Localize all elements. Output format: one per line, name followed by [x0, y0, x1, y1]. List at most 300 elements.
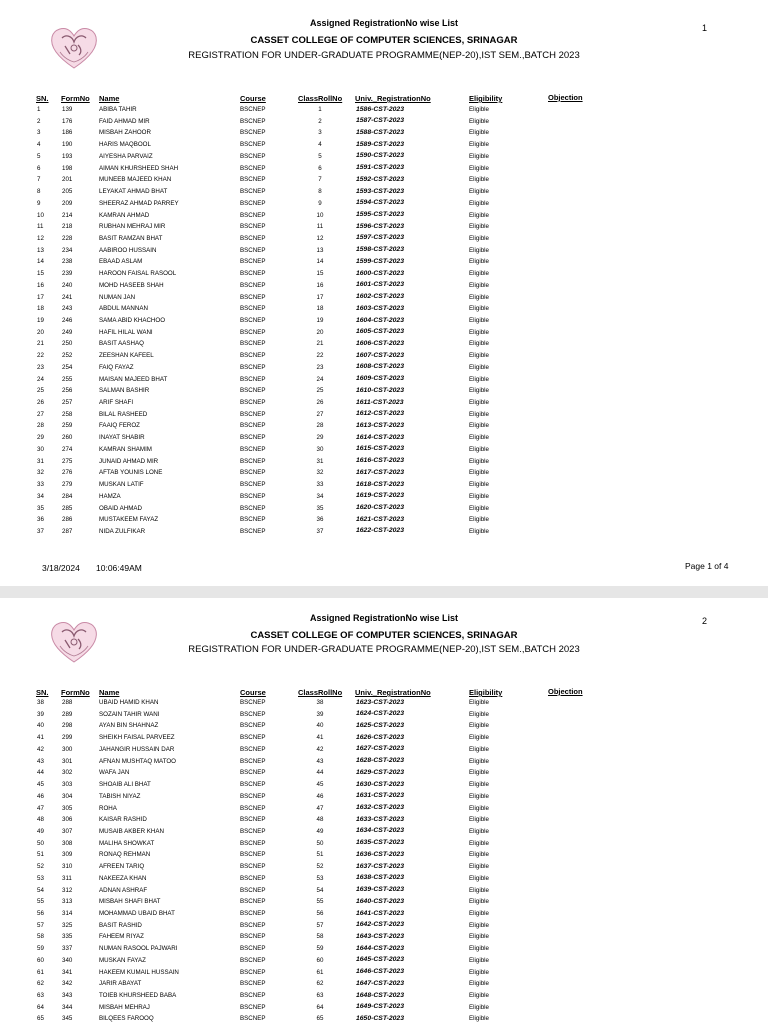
sn-cell: 5 — [37, 152, 41, 160]
formno-cell: 308 — [62, 839, 73, 847]
formno-cell: 193 — [62, 152, 73, 160]
eligibility-cell: Eligible — [469, 839, 489, 847]
table-row — [0, 327, 768, 339]
name-cell: ARIF SHAFI — [99, 399, 134, 406]
classroll-cell: 59 — [316, 945, 324, 953]
col-sn: SN. — [36, 94, 49, 103]
formno-cell: 313 — [62, 898, 73, 906]
table-row — [0, 233, 768, 245]
eligibility-cell: Eligible — [469, 745, 489, 753]
eligibility-cell: Eligible — [469, 992, 489, 999]
sn-cell: 28 — [37, 422, 44, 430]
course-cell: BSCNEP — [240, 886, 266, 894]
name-cell: HAMZA — [99, 492, 121, 500]
course-cell: BSCNEP — [240, 769, 266, 777]
regno-cell: 1622-CST-2023 — [356, 527, 404, 535]
formno-cell: 257 — [62, 399, 73, 406]
table-row — [0, 709, 768, 721]
regno-cell: 1628-CST-2023 — [356, 757, 404, 765]
name-cell: BASIT RASHID — [99, 921, 142, 929]
regno-cell: 1629-CST-2023 — [356, 768, 404, 776]
classroll-cell: 13 — [316, 246, 324, 254]
name-cell: HAKEEM KUMAIL HUSSAIN — [99, 968, 179, 976]
formno-cell: 309 — [62, 851, 73, 859]
regno-cell: 1617-CST-2023 — [356, 468, 404, 476]
eligibility-cell: Eligible — [469, 199, 489, 207]
eligibility-cell: Eligible — [469, 117, 489, 125]
regno-cell: 1621-CST-2023 — [356, 515, 404, 523]
name-cell: NUMAN RASOOL PAJWARI — [99, 945, 178, 953]
sn-cell: 42 — [37, 745, 44, 753]
name-cell: BASIT AASHAQ — [99, 340, 144, 348]
classroll-cell: 64 — [316, 1003, 324, 1011]
name-cell: MALIHA SHOWKAT — [99, 839, 155, 847]
table-row — [0, 245, 768, 257]
table-row — [0, 1002, 768, 1014]
name-cell: FAID AHMAD MIR — [99, 117, 150, 125]
sn-cell: 1 — [37, 106, 41, 113]
classroll-cell: 62 — [316, 980, 324, 988]
sn-cell: 32 — [37, 469, 44, 477]
eligibility-cell: Eligible — [469, 804, 489, 812]
sn-cell: 61 — [37, 968, 44, 976]
formno-cell: 218 — [62, 223, 73, 231]
course-cell: BSCNEP — [240, 352, 266, 360]
formno-cell: 209 — [62, 199, 73, 207]
formno-cell: 325 — [62, 921, 73, 929]
sn-cell: 24 — [37, 375, 44, 383]
formno-cell: 314 — [62, 910, 73, 917]
table-row — [0, 814, 768, 826]
name-cell: AABIROO HUSSAIN — [99, 246, 157, 254]
name-cell: BASIT RAMZAN BHAT — [99, 234, 163, 242]
classroll-cell: 48 — [316, 816, 324, 824]
col-objection: Objection — [548, 93, 583, 102]
table-row — [0, 697, 768, 709]
formno-cell: 304 — [62, 792, 73, 800]
course-cell: BSCNEP — [240, 745, 266, 753]
table-row — [0, 744, 768, 756]
formno-cell: 289 — [62, 710, 73, 718]
college-name: CASSET COLLEGE OF COMPUTER SCIENCES, SRINAGAR — [250, 630, 518, 641]
course-cell: BSCNEP — [240, 445, 266, 453]
table-row — [0, 756, 768, 768]
formno-cell: 285 — [62, 504, 73, 512]
course-cell: BSCNEP — [240, 270, 266, 278]
table-row — [0, 838, 768, 850]
col-regno: Univ._RegistrationNo — [355, 94, 431, 103]
formno-cell: 341 — [62, 968, 73, 976]
name-cell: MUSTAKEEM FAYAZ — [99, 516, 159, 524]
name-cell: MOHAMMAD UBAID BHAT — [99, 910, 175, 917]
footer-page-count: Page 1 of 4 — [685, 561, 729, 571]
eligibility-cell: Eligible — [469, 188, 489, 195]
eligibility-cell: Eligible — [469, 710, 489, 718]
formno-cell: 260 — [62, 434, 73, 442]
eligibility-cell: Eligible — [469, 363, 489, 371]
col-course: Course — [240, 94, 266, 103]
name-cell: JUNAID AHMAD MIR — [99, 457, 159, 465]
regno-cell: 1624-CST-2023 — [356, 710, 404, 718]
eligibility-cell: Eligible — [469, 129, 489, 137]
eligibility-cell: Eligible — [469, 757, 489, 765]
course-cell: BSCNEP — [240, 223, 266, 231]
regno-cell: 1634-CST-2023 — [356, 827, 404, 835]
classroll-cell: 63 — [316, 992, 324, 999]
eligibility-cell: Eligible — [469, 469, 489, 477]
course-cell: BSCNEP — [240, 1003, 266, 1011]
name-cell: LEYAKAT AHMAD BHAT — [99, 188, 168, 195]
col-eligibility: Eligibility — [469, 688, 503, 697]
sn-cell: 45 — [37, 781, 44, 788]
course-cell: BSCNEP — [240, 898, 266, 906]
formno-cell: 298 — [62, 722, 73, 730]
name-cell: MUNEEB MAJEED KHAN — [99, 176, 172, 184]
eligibility-cell: Eligible — [469, 434, 489, 442]
eligibility-cell: Eligible — [469, 457, 489, 465]
regno-cell: 1639-CST-2023 — [356, 886, 404, 893]
regno-cell: 1643-CST-2023 — [356, 932, 404, 940]
sn-cell: 64 — [37, 1003, 44, 1011]
formno-cell: 205 — [62, 188, 73, 195]
classroll-cell: 26 — [316, 399, 324, 406]
course-cell: BSCNEP — [240, 152, 266, 160]
sn-cell: 6 — [37, 164, 41, 172]
course-cell: BSCNEP — [240, 211, 266, 219]
table-row — [0, 280, 768, 292]
sn-cell: 10 — [37, 211, 44, 219]
regno-cell: 1636-CST-2023 — [356, 850, 404, 858]
sn-cell: 36 — [37, 516, 44, 524]
course-cell: BSCNEP — [240, 305, 266, 313]
name-cell: UBAID HAMID KHAN — [99, 699, 159, 706]
regno-cell: 1630-CST-2023 — [356, 780, 404, 788]
course-cell: BSCNEP — [240, 827, 266, 835]
classroll-cell: 37 — [316, 527, 324, 535]
sn-cell: 18 — [37, 305, 44, 313]
course-cell: BSCNEP — [240, 816, 266, 824]
sn-cell: 13 — [37, 246, 44, 254]
formno-cell: 228 — [62, 234, 73, 242]
course-cell: BSCNEP — [240, 910, 266, 917]
classroll-cell: 4 — [318, 141, 322, 149]
college-name: CASSET COLLEGE OF COMPUTER SCIENCES, SRINAGAR — [250, 35, 518, 46]
regno-cell: 1626-CST-2023 — [356, 733, 404, 741]
classroll-cell: 60 — [316, 956, 324, 964]
formno-cell: 300 — [62, 745, 73, 753]
name-cell: SAMA ABID KHACHOO — [99, 317, 166, 324]
course-cell: BSCNEP — [240, 874, 266, 882]
formno-cell: 288 — [62, 699, 73, 706]
name-cell: WAFA JAN — [99, 769, 130, 777]
name-cell: OBAID AHMAD — [99, 504, 142, 512]
formno-cell: 275 — [62, 457, 73, 465]
course-cell: BSCNEP — [240, 293, 266, 301]
formno-cell: 240 — [62, 281, 73, 289]
sn-cell: 59 — [37, 945, 44, 953]
regno-cell: 1646-CST-2023 — [356, 968, 404, 976]
table-row — [0, 955, 768, 967]
classroll-cell: 12 — [316, 234, 324, 242]
formno-cell: 287 — [62, 527, 73, 535]
table-row — [0, 385, 768, 397]
classroll-cell: 8 — [318, 188, 322, 195]
formno-cell: 284 — [62, 492, 73, 500]
sn-cell: 23 — [37, 363, 44, 371]
regno-cell: 1644-CST-2023 — [356, 944, 404, 952]
name-cell: ROHA — [99, 804, 117, 812]
classroll-cell: 39 — [316, 710, 324, 718]
course-cell: BSCNEP — [240, 199, 266, 207]
sn-cell: 47 — [37, 804, 44, 812]
eligibility-cell: Eligible — [469, 933, 489, 941]
course-cell: BSCNEP — [240, 851, 266, 859]
table-row — [0, 503, 768, 515]
sn-cell: 17 — [37, 293, 44, 301]
classroll-cell: 15 — [316, 270, 324, 278]
sn-cell: 57 — [37, 921, 44, 929]
name-cell: MAISAN MAJEED BHAT — [99, 375, 168, 383]
formno-cell: 198 — [62, 164, 73, 172]
course-cell: BSCNEP — [240, 699, 266, 706]
eligibility-cell: Eligible — [469, 481, 489, 488]
regno-cell: 1596-CST-2023 — [356, 222, 404, 230]
sn-cell: 2 — [37, 117, 41, 125]
regno-cell: 1611-CST-2023 — [356, 398, 404, 406]
eligibility-cell: Eligible — [469, 293, 489, 301]
classroll-cell: 18 — [316, 305, 324, 313]
formno-cell: 250 — [62, 340, 73, 348]
formno-cell: 239 — [62, 270, 73, 278]
course-cell: BSCNEP — [240, 117, 266, 125]
page-number: 1 — [702, 23, 708, 33]
name-cell: EBAAD ASLAM — [99, 258, 143, 266]
classroll-cell: 46 — [316, 792, 324, 800]
name-cell: MOHD HASEEB SHAH — [99, 281, 164, 289]
regno-cell: 1595-CST-2023 — [356, 211, 404, 218]
eligibility-cell: Eligible — [469, 317, 489, 324]
name-cell: ADNAN ASHRAF — [99, 886, 148, 894]
table-row — [0, 362, 768, 374]
eligibility-cell: Eligible — [469, 827, 489, 835]
sn-cell: 53 — [37, 874, 44, 882]
classroll-cell: 19 — [316, 317, 324, 324]
regno-cell: 1593-CST-2023 — [356, 187, 404, 195]
regno-cell: 1603-CST-2023 — [356, 304, 404, 312]
classroll-cell: 23 — [316, 363, 324, 371]
sn-cell: 4 — [37, 141, 41, 149]
eligibility-cell: Eligible — [469, 410, 489, 418]
sn-cell: 46 — [37, 792, 44, 800]
col-classroll: ClassRollNo — [298, 94, 343, 103]
table-row — [0, 444, 768, 456]
table-row — [0, 151, 768, 163]
course-cell: BSCNEP — [240, 839, 266, 847]
regno-cell: 1640-CST-2023 — [356, 897, 404, 905]
regno-cell: 1590-CST-2023 — [356, 152, 404, 160]
eligibility-cell: Eligible — [469, 211, 489, 219]
regno-cell: 1591-CST-2023 — [356, 164, 404, 172]
name-cell: JAHANGIR HUSSAIN DAR — [99, 745, 175, 753]
course-cell: BSCNEP — [240, 781, 266, 788]
table-row — [0, 990, 768, 1002]
classroll-cell: 52 — [316, 863, 324, 871]
eligibility-cell: Eligible — [469, 445, 489, 453]
formno-cell: 307 — [62, 827, 73, 835]
formno-cell: 312 — [62, 886, 73, 894]
regno-cell: 1599-CST-2023 — [356, 257, 404, 265]
classroll-cell: 38 — [316, 699, 324, 706]
course-cell: BSCNEP — [240, 980, 266, 988]
classroll-cell: 30 — [316, 445, 324, 453]
sn-cell: 52 — [37, 863, 44, 871]
name-cell: AIYESHA PARVAIZ — [99, 152, 153, 160]
regno-cell: 1604-CST-2023 — [356, 316, 404, 324]
sn-cell: 12 — [37, 234, 44, 242]
sn-cell: 8 — [37, 188, 41, 195]
formno-cell: 176 — [62, 117, 73, 125]
sn-cell: 60 — [37, 956, 44, 964]
course-cell: BSCNEP — [240, 921, 266, 929]
name-cell: AIMAN KHURSHEED SHAH — [99, 164, 179, 172]
classroll-cell: 27 — [316, 410, 324, 418]
course-cell: BSCNEP — [240, 234, 266, 242]
col-eligibility: Eligibility — [469, 94, 503, 103]
course-cell: BSCNEP — [240, 992, 266, 999]
regno-cell: 1620-CST-2023 — [356, 504, 404, 511]
table-row — [0, 303, 768, 315]
formno-cell: 311 — [62, 874, 72, 882]
name-cell: RUBHAN MEHRAJ MIR — [99, 223, 166, 231]
table-row — [0, 116, 768, 128]
sn-cell: 50 — [37, 839, 44, 847]
sn-cell: 11 — [37, 223, 44, 231]
table-row — [0, 720, 768, 732]
eligibility-cell: Eligible — [469, 874, 489, 882]
eligibility-cell: Eligible — [469, 980, 489, 988]
formno-cell: 340 — [62, 956, 73, 964]
eligibility-cell: Eligible — [469, 516, 489, 524]
course-cell: BSCNEP — [240, 792, 266, 800]
regno-cell: 1631-CST-2023 — [356, 792, 404, 800]
table-row — [0, 350, 768, 362]
eligibility-cell: Eligible — [469, 305, 489, 313]
table-row — [0, 104, 768, 116]
eligibility-cell: Eligible — [469, 375, 489, 383]
name-cell: BILQEES FAROOQ — [99, 1015, 154, 1023]
classroll-cell: 31 — [316, 457, 324, 465]
sn-cell: 30 — [37, 445, 44, 453]
regno-cell: 1623-CST-2023 — [356, 698, 404, 706]
table-row — [0, 268, 768, 280]
classroll-cell: 11 — [316, 223, 324, 231]
eligibility-cell: Eligible — [469, 886, 489, 894]
sn-cell: 9 — [37, 199, 41, 207]
course-cell: BSCNEP — [240, 968, 266, 976]
table-row — [0, 826, 768, 838]
col-objection: Objection — [548, 687, 583, 696]
name-cell: HAROON FAISAL RASOOL — [99, 270, 177, 278]
classroll-cell: 1 — [318, 106, 322, 113]
name-cell: AFREEN TARIQ — [99, 863, 145, 871]
classroll-cell: 53 — [316, 874, 324, 882]
table-row — [0, 873, 768, 885]
eligibility-cell: Eligible — [469, 956, 489, 964]
table-row — [0, 849, 768, 861]
formno-cell: 255 — [62, 375, 73, 383]
course-cell: BSCNEP — [240, 722, 266, 730]
formno-cell: 254 — [62, 363, 73, 371]
eligibility-cell: Eligible — [469, 223, 489, 231]
course-cell: BSCNEP — [240, 457, 266, 465]
formno-cell: 274 — [62, 445, 73, 453]
name-cell: AFNAN MUSHTAQ MATOO — [99, 757, 177, 765]
formno-cell: 201 — [62, 176, 73, 184]
classroll-cell: 5 — [318, 152, 322, 160]
sn-cell: 22 — [37, 352, 44, 360]
table-row — [0, 791, 768, 803]
table-row — [0, 931, 768, 943]
course-cell: BSCNEP — [240, 399, 266, 406]
table-row — [0, 432, 768, 444]
sn-cell: 14 — [37, 258, 44, 266]
formno-cell: 335 — [62, 933, 73, 941]
regno-cell: 1633-CST-2023 — [356, 815, 404, 823]
name-cell: MISBAH SHAFI BHAT — [99, 898, 161, 906]
sn-cell: 65 — [37, 1015, 44, 1023]
table-row — [0, 920, 768, 932]
regno-cell: 1632-CST-2023 — [356, 804, 404, 811]
name-cell: HAFIL HILAL WANI — [99, 328, 153, 336]
course-cell: BSCNEP — [240, 492, 266, 500]
regno-cell: 1615-CST-2023 — [356, 445, 404, 453]
sn-cell: 21 — [37, 340, 44, 348]
regno-cell: 1608-CST-2023 — [356, 363, 404, 371]
eligibility-cell: Eligible — [469, 152, 489, 160]
table-row — [0, 491, 768, 503]
sn-cell: 39 — [37, 710, 44, 718]
name-cell: NUMAN JAN — [99, 293, 136, 301]
classroll-cell: 32 — [316, 469, 324, 477]
regno-cell: 1647-CST-2023 — [356, 979, 404, 987]
course-cell: BSCNEP — [240, 422, 266, 430]
table-row — [0, 803, 768, 815]
classroll-cell: 17 — [316, 293, 324, 301]
eligibility-cell: Eligible — [469, 504, 489, 512]
table-row — [0, 779, 768, 791]
name-cell: NAKEEZA KHAN — [99, 874, 147, 882]
name-cell: AYAN BIN SHAHNAZ — [99, 722, 159, 730]
table-row — [0, 943, 768, 955]
classroll-cell: 21 — [316, 340, 324, 348]
eligibility-cell: Eligible — [469, 281, 489, 289]
regno-cell: 1589-CST-2023 — [356, 140, 404, 148]
name-cell: TABISH NIYAZ — [99, 792, 141, 800]
course-cell: BSCNEP — [240, 469, 266, 477]
sn-cell: 44 — [37, 769, 44, 777]
classroll-cell: 25 — [316, 387, 324, 395]
classroll-cell: 22 — [316, 352, 324, 360]
classroll-cell: 41 — [316, 734, 324, 742]
registration-title: REGISTRATION FOR UNDER-GRADUATE PROGRAMME(NEP-20),IST SEM.,BATCH 2023 — [188, 50, 580, 61]
name-cell: SHEIKH FAISAL PARVEEZ — [99, 734, 175, 742]
table-row — [0, 732, 768, 744]
sn-cell: 56 — [37, 910, 44, 917]
col-course: Course — [240, 688, 266, 697]
classroll-cell: 40 — [316, 722, 324, 730]
regno-cell: 1601-CST-2023 — [356, 281, 404, 289]
sn-cell: 62 — [37, 980, 44, 988]
